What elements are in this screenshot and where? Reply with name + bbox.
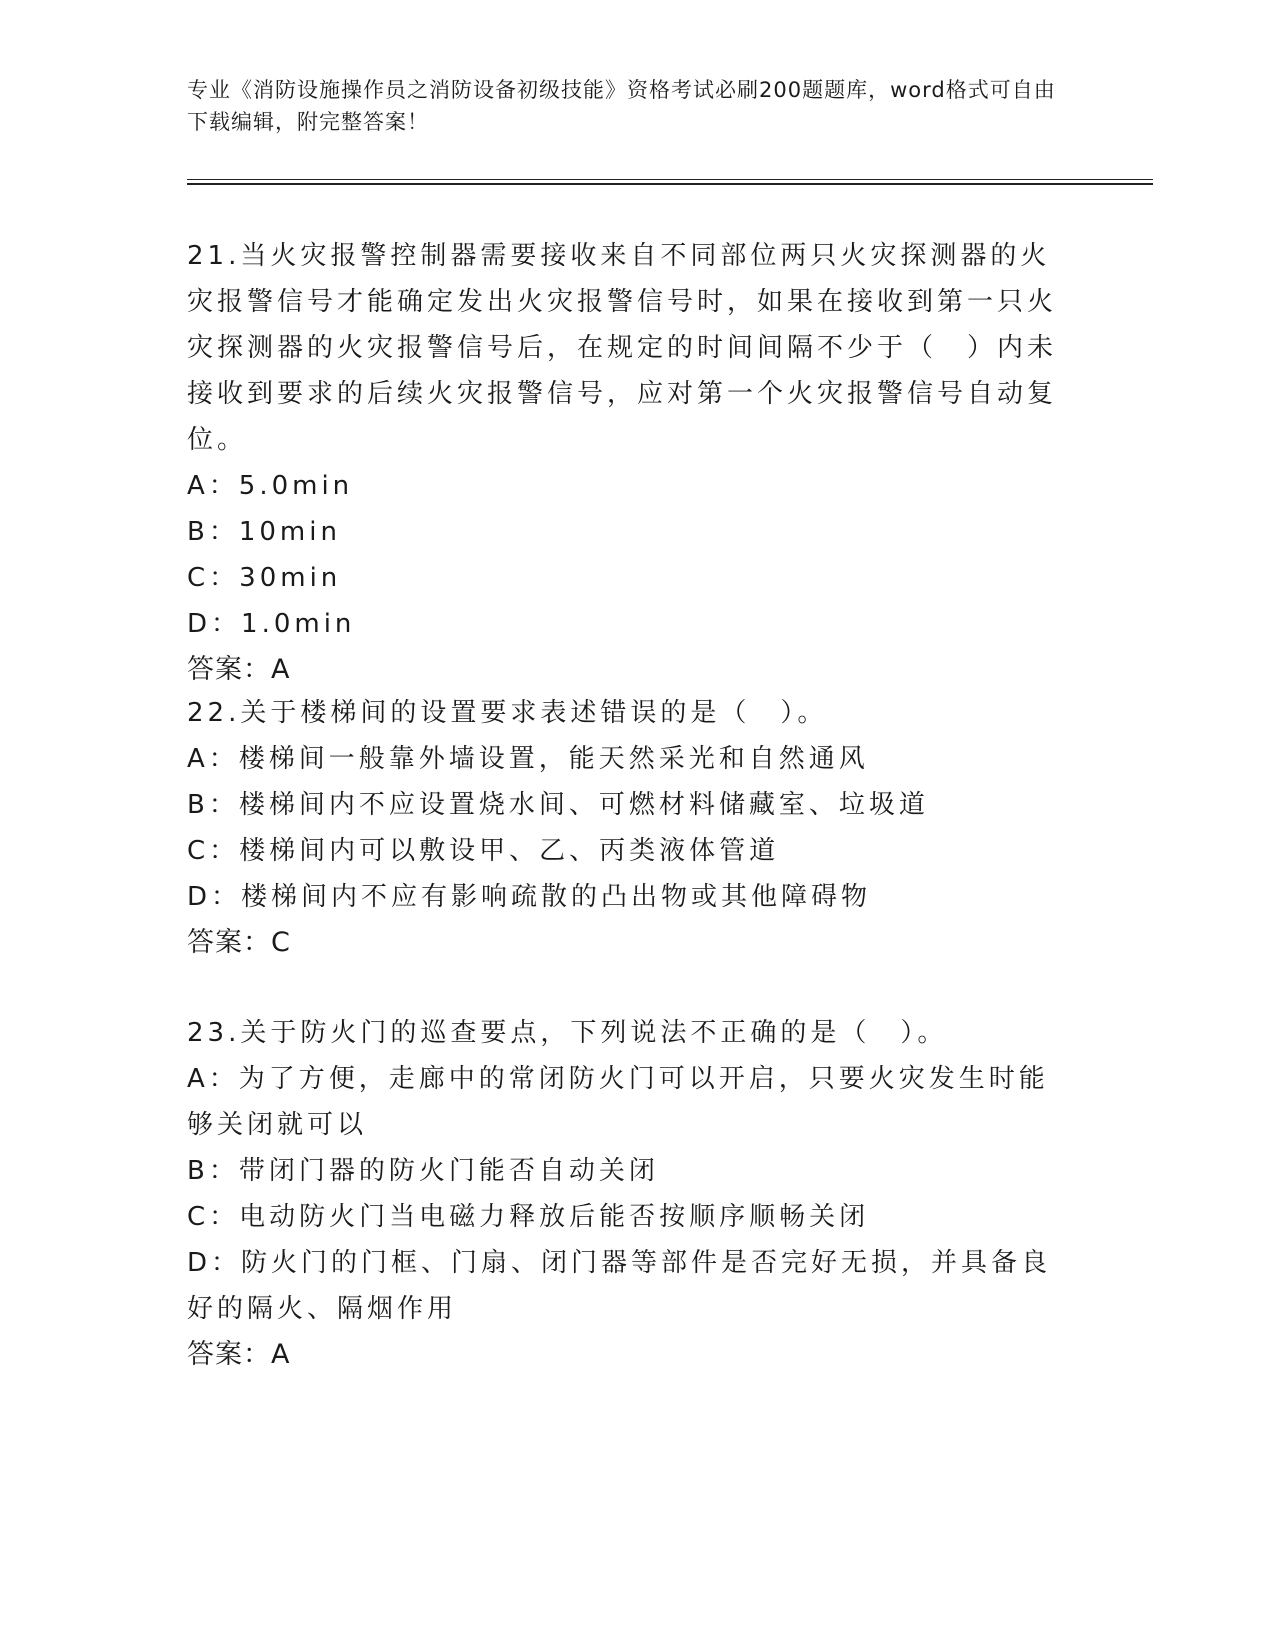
- option-b: B：楼梯间内不应设置烧水间、可燃材料储藏室、垃圾道: [187, 790, 929, 820]
- header-divider-top: [187, 179, 1153, 180]
- option-d: D：1.0min: [187, 609, 356, 639]
- question-21: [187, 233, 1067, 693]
- question-stem: 21.当火灾报警控制器需要接收来自不同部位两只火灾探测器的火灾报警信号才能确定发出火灾报警信号时，如果在接收到第一只火灾探测器的火灾报警信号后，在规定的时间间隔不少于（ ）内未接收到要求的后续火灾报警信号，应对第一个火灾报警信号自动复位。: [187, 241, 1058, 455]
- option-a: A：为了方便，走廊中的常闭防火门可以开启，只要火灾发生时能够关闭就可以: [187, 1064, 1049, 1140]
- question-stem: 23.关于防火门的巡查要点，下列说法不正确的是（ ）。: [187, 1018, 948, 1048]
- answer-line: 答案：C: [187, 927, 291, 958]
- question-stem: 22.关于楼梯间的设置要求表述错误的是（ ）。: [187, 698, 828, 728]
- question-22: [187, 690, 1067, 966]
- option-c: C：楼梯间内可以敷设甲、乙、丙类液体管道: [187, 836, 780, 866]
- option-a: A：楼梯间一般靠外墙设置，能天然采光和自然通风: [187, 744, 869, 774]
- option-c: C：30min: [187, 563, 342, 593]
- header-divider-bottom: [187, 183, 1153, 185]
- option-b: B：10min: [187, 517, 341, 547]
- option-b: B：带闭门器的防火门能否自动关闭: [187, 1156, 659, 1186]
- option-a: A：5.0min: [187, 471, 354, 501]
- document-header: 专业《消防设施操作员之消防设备初级技能》资格考试必刷200题题库，word格式可自由下载编辑，附完整答案！: [187, 78, 1056, 134]
- option-c: C：电动防火门当电磁力释放后能否按顺序顺畅关闭: [187, 1202, 870, 1232]
- option-d: D：防火门的门框、门扇、闭门器等部件是否完好无损，并具备良好的隔火、隔烟作用: [187, 1248, 1052, 1324]
- answer-line: 答案：A: [187, 654, 291, 685]
- option-d: D：楼梯间内不应有影响疏散的凸出物或其他障碍物: [187, 882, 872, 912]
- question-23: [187, 1010, 1067, 1378]
- answer-line: 答案：A: [187, 1339, 291, 1370]
